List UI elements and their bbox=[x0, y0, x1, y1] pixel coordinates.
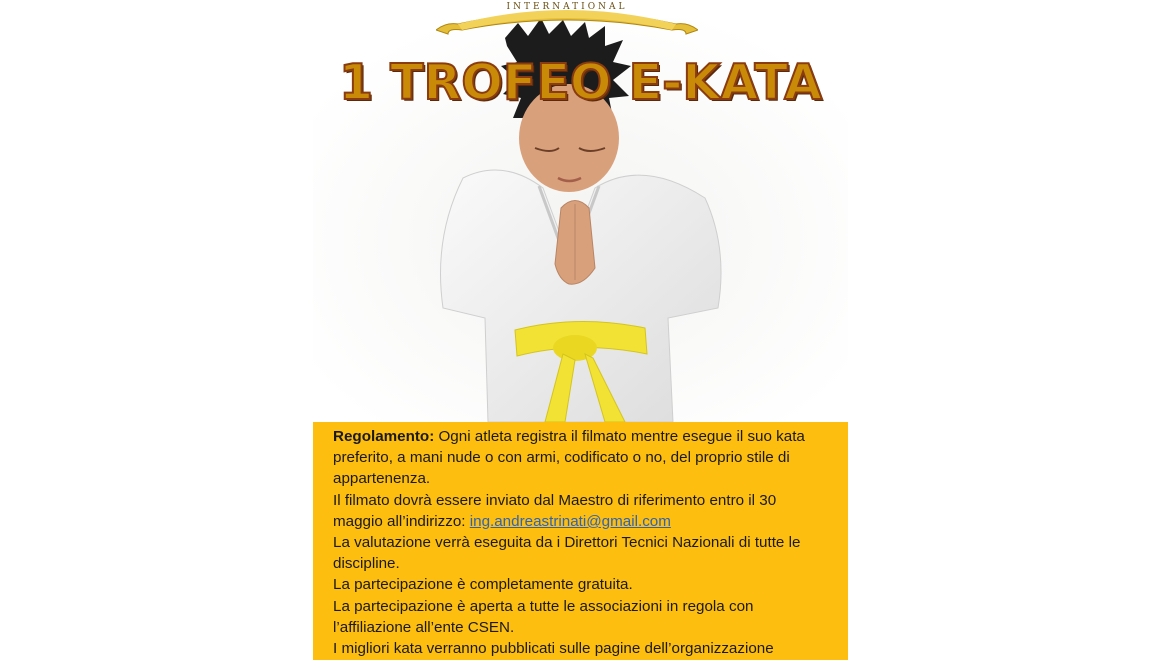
rules-paragraph-1 bbox=[333, 426, 830, 490]
rules-paragraph-2 bbox=[333, 490, 830, 532]
rules-heading: Regolamento: bbox=[333, 428, 435, 445]
rules-line-2: Il filmato dovrà essere inviato dal Maestro di riferimento entro il 30 maggio all’indirizzo: bbox=[333, 491, 777, 530]
rules-line-3: La valutazione verrà eseguita da i Direttori Tecnici Nazionali di tutte le discipline. bbox=[333, 534, 801, 573]
page-title: 1 TROFEO E-KATA bbox=[338, 54, 823, 111]
rules-box bbox=[313, 422, 848, 660]
rules-line-5: La partecipazione è aperta a tutte le associazioni in regola con l’affiliazione all’ente CSEN. bbox=[333, 597, 754, 636]
rules-line-4: La partecipazione è completamente gratuita. bbox=[333, 576, 633, 594]
email-link[interactable]: ing.andreastrinati@gmail.com bbox=[469, 512, 671, 530]
rules-line-1: Ogni atleta registra il filmato mentre esegue il suo kata preferito, a mani nude o con armi, codificato o no, del proprio stile di appartenenza. bbox=[333, 428, 805, 488]
banner-text: INTERNATIONAL bbox=[506, 2, 628, 12]
rules-line-6: I migliori kata verranno pubblicati sulle pagine dell’organizzazione bbox=[333, 640, 774, 658]
poster bbox=[313, 0, 848, 660]
